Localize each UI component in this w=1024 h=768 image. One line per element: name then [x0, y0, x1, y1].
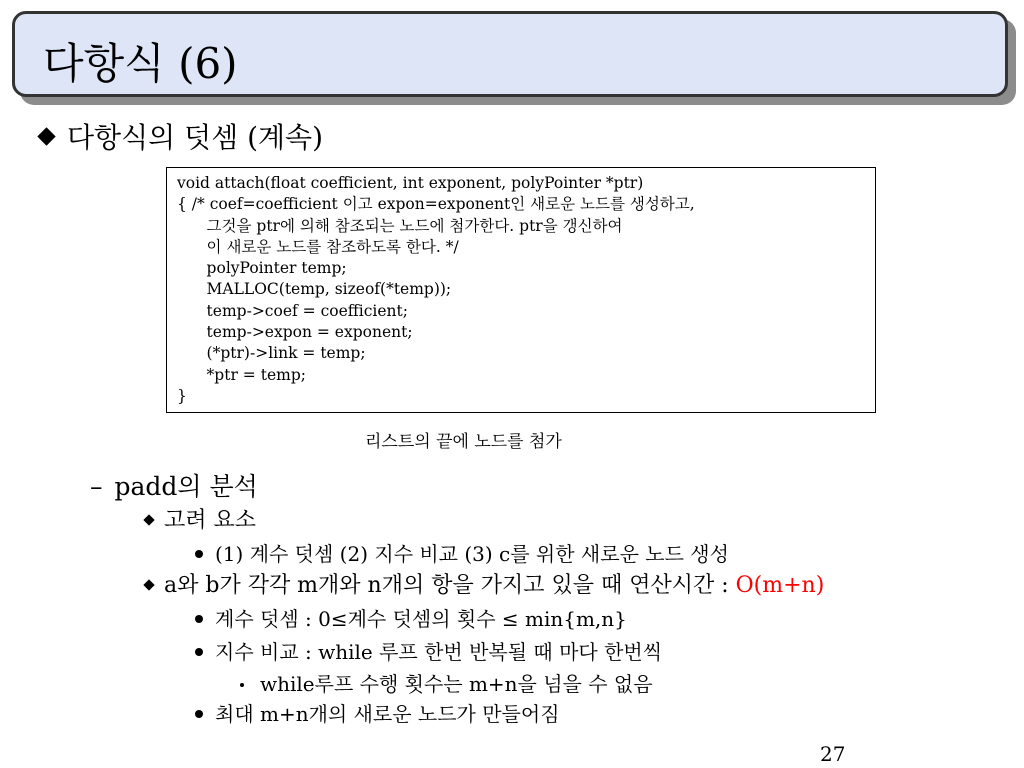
outline-factors-text: 고려 요소: [164, 508, 257, 533]
diamond-bullet-icon: [37, 127, 55, 145]
code-line: }: [177, 386, 187, 405]
outline-exp-compare-text: 지수 비교 : while 루프 한번 반복될 때 마다 한번씩: [215, 640, 663, 664]
bullet-poly-add: [40, 120, 323, 156]
page-number: 27: [820, 742, 846, 766]
slide-title: 다항식 (6): [43, 39, 238, 88]
small-dot-bullet-icon: [240, 683, 244, 687]
diamond-bullet-icon: [143, 579, 154, 590]
diamond-bullet-icon: [143, 514, 154, 525]
code-line: MALLOC(temp, sizeof(*temp));: [177, 280, 452, 299]
code-line: temp->coef = coefficient;: [177, 301, 408, 320]
dash-bullet-icon: –: [90, 472, 103, 501]
code-line: 이 새로운 노드를 참조하도록 한다. */: [177, 237, 459, 256]
dot-bullet-icon: [195, 648, 203, 656]
dot-bullet-icon: [195, 615, 203, 623]
code-line: void attach(float coefficient, int exponent, polyPointer *ptr): [177, 174, 644, 192]
outline-max-nodes: [195, 700, 560, 728]
outline-coef-add: [195, 605, 627, 633]
bullet-poly-add-text: 다항식의 덧셈 (계속): [67, 121, 324, 154]
outline-while-loop: [240, 670, 653, 698]
outline-while-loop-text: while루프 수행 횟수는 m+n을 넘을 수 없음: [260, 672, 653, 696]
outline-max-nodes-text: 최대 m+n개의 새로운 노드가 만들어짐: [215, 702, 560, 726]
code-line: { /* coef=coefficient 이고 expon=exponent인 새로운 노드를 생성하고,: [177, 195, 695, 214]
code-line: temp->expon = exponent;: [177, 323, 413, 342]
outline-factors-item: [195, 540, 729, 568]
outline-exp-compare: [195, 638, 662, 666]
code-line: *ptr = temp;: [177, 365, 306, 384]
code-block: [166, 167, 876, 413]
outline-coef-add-text: 계수 덧셈 : 0≤계수 덧셈의 횟수 ≤ min{m,n}: [215, 607, 627, 631]
outline-factors: [145, 506, 256, 536]
code-line: polyPointer temp;: [177, 259, 347, 278]
code-line: (*ptr)->link = temp;: [177, 344, 366, 363]
outline-complexity-text: a와 b가 각각 m개와 n개의 항을 가지고 있을 때 연산시간 :: [164, 573, 736, 598]
code-line: 그것을 ptr에 의해 참조되는 노드에 첨가한다. ptr을 갱신하여: [177, 216, 623, 235]
code-caption: 리스트의 끝에 노드를 첨가: [365, 432, 562, 452]
outline-padd: [90, 470, 258, 504]
outline-padd-text: padd의 분석: [114, 472, 258, 501]
dot-bullet-icon: [195, 550, 203, 558]
dot-bullet-icon: [195, 710, 203, 718]
outline-complexity: [145, 571, 824, 601]
complexity-value: O(m+n): [735, 573, 825, 598]
title-box: [12, 11, 1008, 97]
outline-factors-item-text: (1) 계수 덧셈 (2) 지수 비교 (3) c를 위한 새로운 노드 생성: [215, 542, 729, 566]
